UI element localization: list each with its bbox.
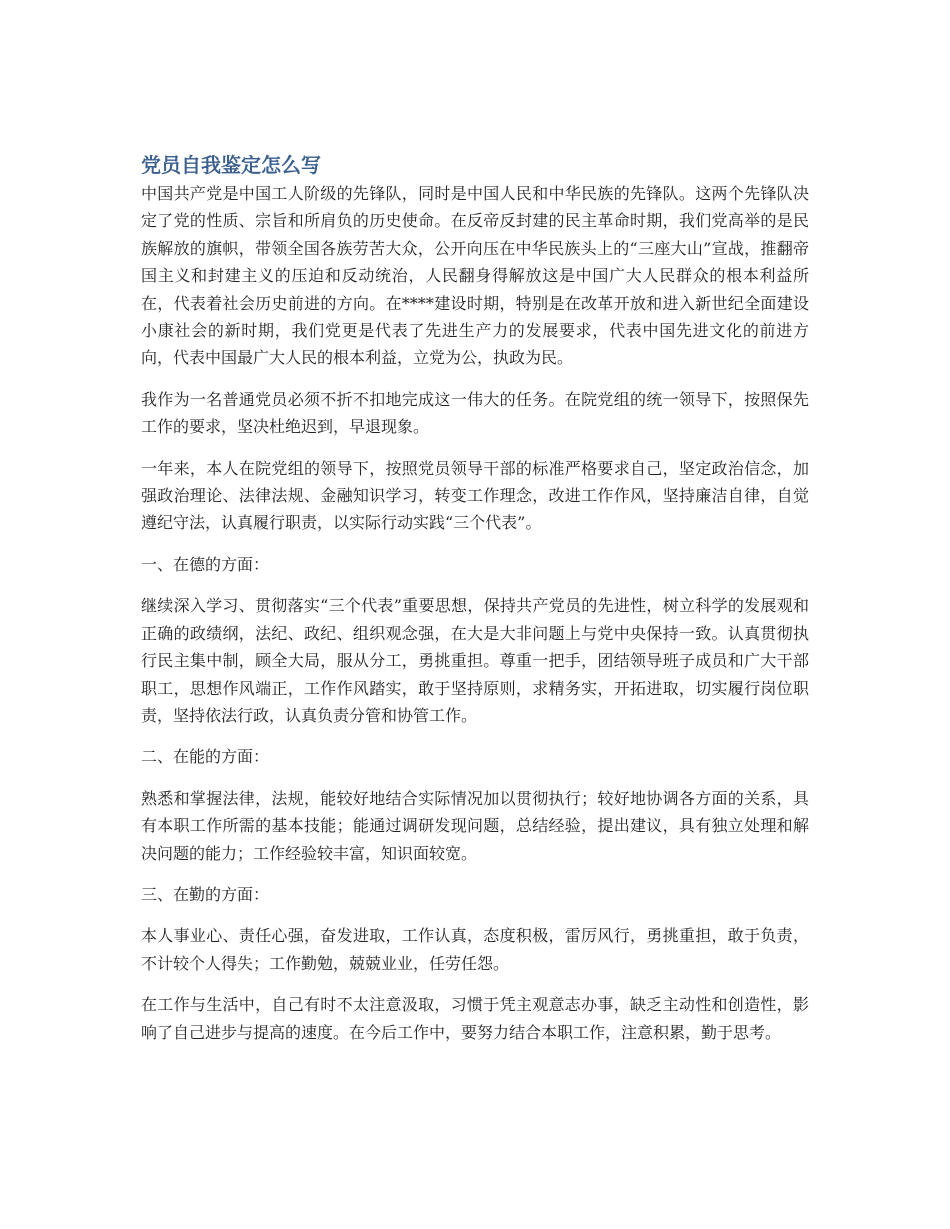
paragraph-year-summary: 一年来，本人在院党组的领导下，按照党员领导干部的标准严格要求自己，坚定政治信念，加强政治理论、法律法规、金融知识学习，转变工作理念，改进工作作风，坚持廉洁自律，自觉遵纪守法，认真履行职责，以实际行动实践“三个代表”。 — [141, 458, 809, 533]
paragraph-ability: 熟悉和掌握法律，法规，能较好地结合实际情况加以贯彻执行；较好地协调各方面的关系，具有本职工作所需的基本技能；能通过调研发现问题，总结经验，提出建议，具有独立处理和解决问题的能力；工作经验较丰富，知识面较宽。 — [141, 788, 809, 863]
paragraph-intro: 中国共产党是中国工人阶级的先锋队，同时是中国人民和中华民族的先锋队。这两个先锋队决定了党的性质、宗旨和所肩负的历史使命。在反帝反封建的民主革命时期，我们党高举的是民族解放的旗帜，带领全国各族劳苦大众，公开向压在中华民族头上的“三座大山”宣战，推翻帝国主义和封建主义的压迫和反动统治，人民翻身得解放这是中国广大人民群众的根本利益所在，代表着社会历史前进的方向。在****建设时期，特别是在改革开放和进入新世纪全面建设小康社会的新时期，我们党更是代表了先进生产力的发展要求，代表中国先进文化的前进方向，代表中国最广大人民的根本利益，立党为公，执政为民。 — [141, 184, 809, 368]
paragraph-task: 我作为一名普通党员必须不折不扣地完成这一伟大的任务。在院党组的统一领导下，按照保先工作的要求，坚决杜绝迟到，早退现象。 — [141, 389, 809, 437]
section-heading-ability: 二、在能的方面： — [141, 747, 270, 767]
paragraph-shortcomings: 在工作与生活中，自己有时不太注意汲取，习惯于凭主观意志办事，缺乏主动性和创造性，影响了自己进步与提高的速度。在今后工作中，要努力结合本职工作，注意积累，勤于思考。 — [141, 995, 809, 1042]
paragraph-diligence: 本人事业心、责任心强，奋发进取，工作认真，态度积极，雷厉风行，勇挑重担，敢于负责，不计较个人得失；工作勤勉，兢兢业业，任劳任怨。 — [141, 926, 809, 973]
section-heading-diligence: 三、在勤的方面： — [141, 884, 270, 904]
document-page — [141, 150, 809, 1060]
section-heading-morality: 一、在德的方面： — [141, 554, 270, 574]
document-title: 党员自我鉴定怎么写 — [141, 153, 321, 177]
paragraph-morality: 继续深入学习、贯彻落实“三个代表”重要思想，保持共产党员的先进性，树立科学的发展观和正确的政绩纲，法纪、政纪、组织观念强，在大是大非问题上与党中央保持一致。认真贯彻执行民主集中制，顾全大局，服从分工，勇挑重担。尊重一把手，团结领导班子成员和广大干部职工，思想作风端正，工作作风踏实，敢于坚持原则，求精务实，开拓进取，切实履行岗位职责，坚持依法行政，认真负责分管和协管工作。 — [141, 596, 809, 725]
